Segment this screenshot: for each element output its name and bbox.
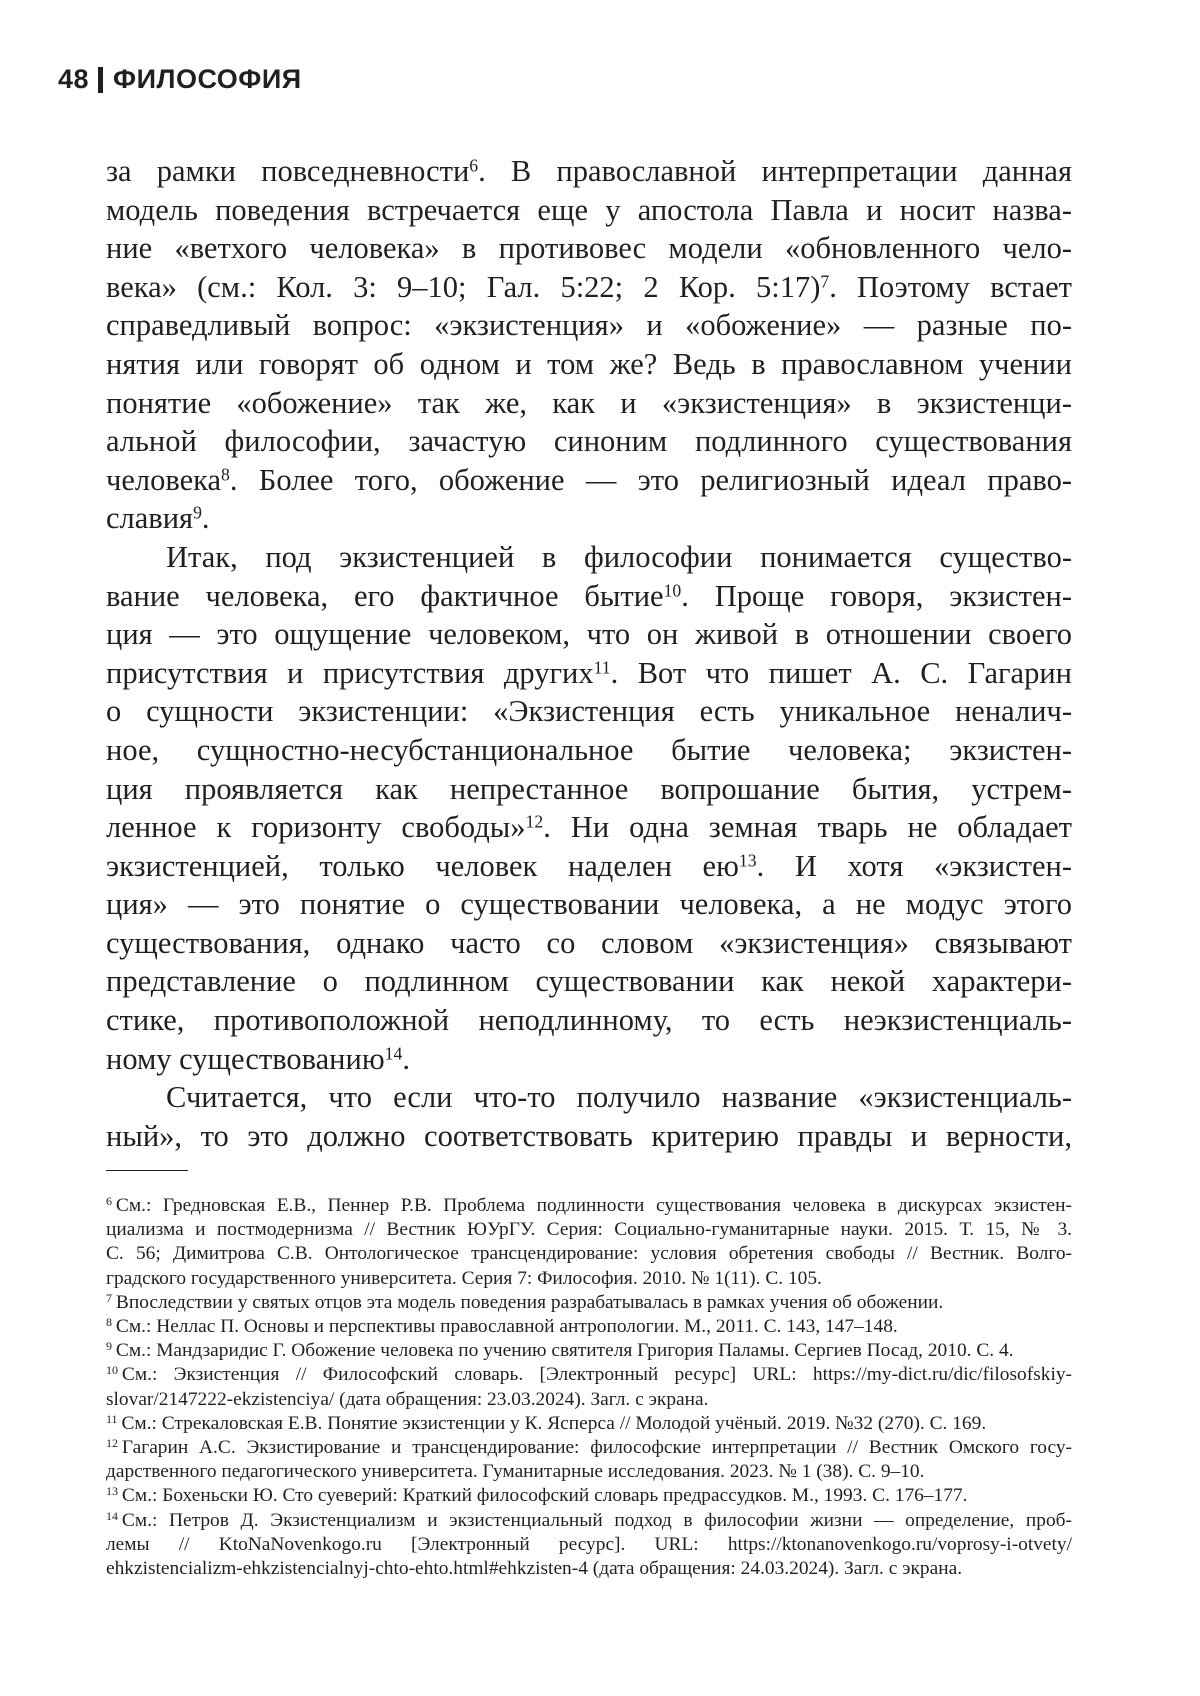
footnote-text: См.: Бохеньски Ю. Сто суеверий: Краткий философский словарь предрассудков. М., 1993. С. 176–177. (121, 1485, 968, 1507)
footnote-text: См.: Неллас П. Основы и перспективы православной антропологии. М., 2011. С. 143, 147–148. (115, 1316, 898, 1338)
footnote-text: См.: Экзистенция // Философский словарь. [Электронный ресурс] URL: https://my-dict.ru/dic/filosofskiy- (121, 1364, 1072, 1386)
footnote-reference: 8 (221, 464, 230, 485)
text-run: стике, противоположной неподлинному, то есть неэкзистенциаль- (106, 1003, 1072, 1038)
text-line (106, 1078, 1072, 1117)
text-line (106, 731, 1072, 770)
footnote-text: См.: Стрекаловская Е.В. Понятие экзистенции у К. Ясперса // Молодой учёный. 2019. №32 (270). С. 169. (121, 1412, 987, 1434)
text-run: вание человека, его фактичное бытие (106, 578, 664, 613)
text-run: ние «ветхого человека» в противовес модели «обновленного чело- (106, 231, 1072, 266)
text-run: экзистенцией, только человек наделен ею (106, 848, 739, 883)
text-run: ный», то это должно соответствовать критерию правды и верности, (106, 1118, 1072, 1153)
text-line (106, 577, 1072, 616)
footnote-line (106, 1533, 1072, 1557)
text-line (106, 422, 1072, 461)
footnote-text: См.: Петров Д. Экзистенциализм и экзистенциальный подход в философии жизни — определение, проб- (121, 1509, 1072, 1531)
footnote-line (106, 1557, 1072, 1581)
main-text (106, 152, 1072, 1155)
footnote-number: 9 (106, 1339, 113, 1354)
text-line (106, 692, 1072, 731)
footnote-item (106, 1363, 1072, 1411)
footnote-number: 11 (106, 1411, 118, 1426)
text-line (106, 306, 1072, 345)
text-run: . Поэтому встает (829, 269, 1072, 304)
footnote-line (106, 1267, 1072, 1291)
footnote-reference: 11 (593, 657, 611, 677)
footnote-line (106, 1291, 1072, 1315)
text-line (106, 268, 1072, 307)
text-run: за рамки повседневности (106, 154, 470, 188)
paragraph (106, 152, 1072, 538)
footnote-reference: 7 (820, 271, 830, 292)
text-run: . И хотя «экзистен- (756, 848, 1072, 883)
text-run: нятия или говорят об одном и том же? Ведь в православном учении (106, 346, 1072, 381)
text-run: . В православной интерпретации данная (478, 154, 1072, 188)
footnote-number: 6 (106, 1194, 113, 1208)
paragraph (106, 538, 1072, 1078)
footnote-text: циализма и постмодернизма // Вестник ЮУрГУ. Серия: Социально-гуманитарные науки. 2015. Т. 15, № 3. (106, 1219, 1072, 1241)
text-run: о сущности экзистенции: «Экзистенция есть уникальное неналич- (106, 694, 1072, 729)
footnote-text: С. 56; Димитрова С.В. Онтологическое трансцендирование: условия обретения свободы // Вестник. Волго- (106, 1243, 1072, 1265)
footnote-text: дарственного педагогического университета. Гуманитарные исследования. 2023. № 1 (38). С. 9–10. (106, 1461, 925, 1483)
footnote-number: 8 (106, 1315, 113, 1330)
text-run: ному существованию (106, 1041, 385, 1076)
text-run: представление о подлинном существовании как некой характери- (106, 964, 1072, 999)
text-line (106, 229, 1072, 268)
footnote-line (106, 1412, 1072, 1436)
text-line (106, 654, 1072, 693)
footnote-line (106, 1436, 1072, 1460)
footnote-text: градского государственного университета. Серия 7: Философия. 2010. № 1(11). С. 105. (106, 1267, 822, 1289)
text-line (106, 847, 1072, 886)
text-line (106, 1117, 1072, 1156)
text-run: Итак, под экзистенцией в философии понимается существо- (166, 539, 1072, 574)
footnote-text: slovar/2147222-ekzistenciya/ (дата обращения: 23.03.2024). Загл. с экрана. (106, 1388, 709, 1410)
text-run: . Более того, обожение — это религиозный идеал право- (229, 462, 1072, 497)
footnote-separator (106, 1170, 188, 1171)
text-run: ное, сущностно-несубстанциональное бытие человека; экзистен- (106, 732, 1072, 767)
footnote-line (106, 1315, 1072, 1339)
text-run: ция» — это понятие о существовании человека, а не модус этого (106, 887, 1072, 922)
footnote-line (106, 1484, 1072, 1508)
text-run: века» (см.: Кол. 3: 9–10; Гал. 5:22; 2 Кор. 5:17) (106, 269, 821, 304)
running-header (58, 64, 302, 95)
text-run: альной философии, зачастую синоним подлинного существования (106, 424, 1072, 459)
text-run: ция проявляется как непрестанное вопрошание бытия, устрем- (106, 771, 1072, 806)
footnote-text: См.: Мандзаридис Г. Обожение человека по учению святителя Григория Паламы. Сергиев Посад, 2010. С. 4. (115, 1340, 1014, 1362)
paragraph (106, 1078, 1072, 1155)
text-line (106, 538, 1072, 577)
text-line (106, 962, 1072, 1001)
footnote-line (106, 1218, 1072, 1242)
footnote-line (106, 1509, 1072, 1533)
footnote-item (106, 1339, 1072, 1363)
footnote-text: См.: Гредновская Е.В., Пеннер Р.В. Проблема подлинности существования человека в дискурсах экзистен- (115, 1195, 1072, 1216)
footnote-number: 14 (106, 1508, 119, 1523)
footnote-reference: 10 (663, 579, 682, 600)
text-run: . Ни одна земная тварь не обладает (543, 810, 1072, 845)
footnote-item (106, 1194, 1072, 1291)
text-line (106, 808, 1072, 847)
text-run: модель поведения встречается еще у апостола Павла и носит назва- (106, 192, 1072, 227)
footnote-reference: 12 (525, 811, 544, 832)
footnote-item (106, 1291, 1072, 1315)
footnote-text: Гагарин А.С. Экзистирование и трансцендирование: философские интерпретации // Вестник Омского госу- (121, 1437, 1072, 1459)
footnote-text: ehkzistencializm-ehkzistencialnyj-chto-ehto.html#ehkzisten-4 (дата обращения: 24.03.2024). Загл. с экрана. (106, 1558, 963, 1580)
text-line (106, 345, 1072, 384)
text-line (106, 152, 1072, 191)
text-line (106, 1040, 1072, 1079)
text-run: понятие «обожение» так же, как и «экзистенция» в экзистенци- (106, 385, 1072, 420)
footnote-number: 10 (106, 1363, 119, 1378)
text-run: Считается, что если что-то получило название «экзистенциаль- (166, 1080, 1072, 1115)
footnote-item (106, 1315, 1072, 1339)
text-line (106, 191, 1072, 230)
footnote-item (106, 1436, 1072, 1484)
page-number: 48 (58, 64, 90, 94)
text-run: ленное к горизонту свободы» (106, 810, 526, 845)
footnote-number: 13 (106, 1484, 119, 1499)
text-line (106, 499, 1072, 538)
text-run: существования, однако часто со словом «экзистенция» связывают (106, 925, 1072, 960)
text-run: . Вот что пишет А. С. Гагарин (610, 655, 1072, 690)
text-run: человека (106, 462, 222, 497)
text-run: справедливый вопрос: «экзистенция» и «обожение» — разные по- (106, 308, 1072, 343)
text-run: . (201, 501, 210, 536)
footnote-reference: 14 (384, 1042, 403, 1063)
text-line (106, 770, 1072, 809)
footnote-item (106, 1484, 1072, 1508)
footnote-number: 7 (106, 1290, 113, 1305)
section-title: ФИЛОСОФИЯ (113, 64, 302, 94)
text-run: ция — это ощущение человеком, что он живой в отношении своего (106, 617, 1072, 652)
text-run: присутствия и присутствия других (106, 655, 594, 690)
footnote-line (106, 1339, 1072, 1363)
text-line (106, 461, 1072, 500)
header-separator-bar (98, 67, 103, 93)
footnote-reference: 9 (193, 502, 202, 523)
footnote-line (106, 1388, 1072, 1412)
text-line (106, 885, 1072, 924)
footnote-number: 12 (106, 1436, 119, 1451)
footnote-line (106, 1363, 1072, 1387)
text-run: . Проще говоря, экзистен- (681, 578, 1072, 613)
text-run: славия (106, 501, 194, 536)
footnote-reference: 6 (469, 155, 479, 176)
footnote-line (106, 1242, 1072, 1266)
footnote-text: Впоследствии у святых отцов эта модель поведения разрабатывалась в рамках учения об обожении. (115, 1291, 944, 1313)
text-line (106, 615, 1072, 654)
footnote-reference: 13 (738, 849, 757, 870)
footnote-text: лемы // KtoNaNovenkogo.ru [Электронный ресурс]. URL: https://ktonanovenkogo.ru/voprosy-i-otvety/ (106, 1533, 1072, 1555)
footnote-item (106, 1509, 1072, 1582)
footnote-line (106, 1460, 1072, 1484)
footnote-item (106, 1412, 1072, 1436)
footnotes (106, 1194, 1072, 1581)
text-run: . (402, 1041, 410, 1076)
text-line (106, 384, 1072, 423)
text-line (106, 1001, 1072, 1040)
footnote-line (106, 1194, 1072, 1218)
text-line (106, 924, 1072, 963)
